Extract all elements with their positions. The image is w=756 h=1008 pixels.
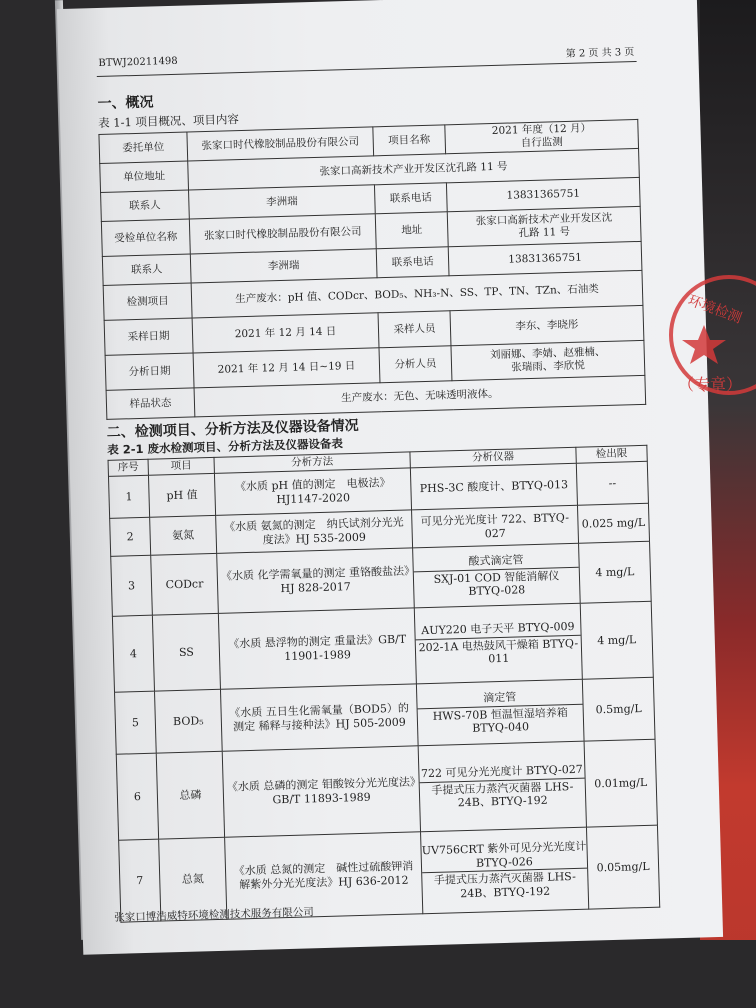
- table1-caption: 表 1-1 项目概况、项目内容: [97, 112, 240, 131]
- cell-label: 分析日期: [105, 353, 194, 390]
- row-method: 《水质 总磷的测定 钼酸铵分光光度法》GB/T 11893-1989: [222, 746, 420, 837]
- row-method: 《水质 化学需氧量的测定 重铬酸盐法》HJ 828-2017: [217, 548, 415, 613]
- analyst-line: 张瑞雨、李欣悦: [511, 359, 585, 374]
- cell-label: 采样日期: [104, 318, 193, 355]
- address-line: 孔路 11 号: [518, 226, 571, 240]
- cell-label: 联系电话: [376, 247, 449, 278]
- instrument-line: 722 可见分光光度计 BTYQ-027: [419, 761, 584, 782]
- cell-value: 李东、李晓彤: [450, 306, 644, 346]
- section1-title: 一、概况: [97, 94, 154, 113]
- document-page: [57, 0, 723, 955]
- cell-value: 张家口高新技术产业开发区沈孔路 11 号: [188, 149, 640, 191]
- overview-table: [98, 119, 646, 420]
- instrument-line: AUY220 电子天平 BTYQ-009: [415, 618, 580, 639]
- analyst-line: 刘丽娜、李婧、赵雅楠、: [489, 346, 606, 362]
- instrument-line: 滴定管: [417, 687, 582, 708]
- row-limit: 0.01mg/L: [584, 740, 657, 828]
- row-method: 《水质 pH 值的测定 电极法》HJ1147-2020: [214, 468, 411, 515]
- cell-value: 李洲瑞: [189, 185, 376, 219]
- table-row: [116, 740, 657, 841]
- cell-value: [451, 341, 645, 381]
- row-item: 总磷: [156, 752, 224, 840]
- cell-value: 13831365751: [448, 242, 642, 276]
- row-number: 6: [116, 754, 158, 841]
- stamp-text-bottom: （专章）: [678, 375, 743, 394]
- row-limit: 4 mg/L: [580, 602, 653, 680]
- header-cell: 项目: [148, 458, 214, 476]
- cell-label: 地址: [375, 212, 448, 249]
- page-header: [96, 43, 636, 77]
- table2-caption: 表 2-1 废水检测项目、分析方法及仪器设备表: [107, 436, 344, 458]
- instrument-line: 手提式压力蒸汽灭菌器 LHS-24B、BTYQ-192: [431, 779, 574, 810]
- cell-label: 联系电话: [374, 183, 447, 214]
- instrument-line: SXJ-01 COD 智能消解仪 BTYQ-028: [433, 568, 560, 599]
- cell-value: 2021 年 12 月 14 日: [192, 313, 379, 353]
- doc-number: BTWJ20211498: [98, 55, 178, 69]
- row-item: CODcr: [151, 554, 219, 616]
- row-limit: 0.5mg/L: [582, 678, 655, 742]
- instrument-line: PHS-3C 酸度计、BTYQ-013: [419, 478, 569, 496]
- project-line: 自行监测: [520, 136, 563, 150]
- row-method: 《水质 总氮的测定 碱性过硫酸钾消解紫外分光光度法》HJ 636-2012: [225, 832, 423, 919]
- header-cell: 分析仪器: [410, 448, 576, 469]
- address-line: 张家口高新技术产业开发区沈: [475, 211, 613, 228]
- row-method: 《水质 五日生化需氧量（BOD5）的测定 稀释与接种法》HJ 505-2009: [220, 684, 418, 751]
- row-limit: --: [576, 462, 648, 506]
- cell-label: 受检单位名称: [101, 219, 190, 256]
- row-item: BOD₅: [155, 690, 223, 754]
- cell-label: 样品状态: [106, 388, 195, 419]
- row-limit: 4 mg/L: [579, 542, 652, 604]
- row-method: 《水质 氨氮的测定 纳氏试剂分光光度法》HJ 535-2009: [216, 510, 413, 553]
- cell-value: 2021 年 12 月 14 日~19 日: [193, 348, 380, 388]
- row-instruments: [418, 742, 586, 833]
- cell-label: 委托单位: [99, 132, 188, 164]
- instrument-line: UV756CRT 紫外可见分光光度计 BTYQ-026: [421, 839, 587, 874]
- row-instruments: [414, 604, 582, 685]
- header-cell: 序号: [108, 460, 148, 477]
- row-number: 3: [111, 556, 153, 617]
- row-item: 总氮: [159, 838, 227, 922]
- cell-label: 单位地址: [100, 161, 189, 192]
- row-instruments: [421, 828, 589, 915]
- header-cell: 分析方法: [214, 452, 410, 474]
- row-number: 2: [110, 518, 151, 557]
- instrument-line: 手提式压力蒸汽灭菌器 LHS-24B、BTYQ-192: [433, 870, 577, 901]
- cell-label: 检测项目: [103, 283, 192, 320]
- red-seal-stamp: [664, 270, 756, 400]
- stamp-text-top: 环境检测: [685, 292, 744, 327]
- row-item: 氨氮: [150, 516, 217, 556]
- instrument-line: 可见分光光度计 722、BTYQ-027: [420, 511, 570, 541]
- row-number: 4: [112, 616, 154, 693]
- cell-label: 分析人员: [379, 346, 452, 383]
- cell-label: 项目名称: [373, 125, 446, 156]
- instrument-line: HWS-70B 恒温恒湿培养箱 BTYQ-040: [432, 705, 568, 736]
- cell-label: 采样人员: [378, 311, 451, 348]
- cell-value: 13831365751: [446, 178, 640, 212]
- row-instruments: [416, 680, 584, 747]
- row-instruments: [413, 544, 581, 609]
- section2-title: 二、检测项目、分析方法及仪器设备情况: [106, 418, 359, 442]
- row-instruments: [412, 506, 579, 549]
- row-item: pH 值: [148, 474, 215, 518]
- cell-value: 张家口时代橡胶制品股份有限公司: [187, 127, 374, 161]
- page-info: 第 2 页 共 3 页: [565, 47, 635, 60]
- row-limit: 0.025 mg/L: [577, 504, 649, 544]
- row-number: 7: [119, 839, 161, 922]
- cell-value: 生产废水：无色、无味透明液体。: [194, 376, 646, 418]
- row-number: 1: [108, 476, 149, 519]
- instrument-line: 酸式滴定管: [413, 551, 578, 572]
- header-cell: 检出限: [576, 446, 647, 464]
- row-item: SS: [152, 614, 220, 692]
- cell-value: 张家口时代橡胶制品股份有限公司: [189, 214, 376, 254]
- methods-table: [108, 445, 661, 923]
- row-limit: 0.05mg/L: [586, 826, 659, 910]
- cell-label: 联系人: [101, 190, 190, 221]
- cell-value: [447, 207, 641, 247]
- instrument-line: 202-1A 电热鼓风干燥箱 BTYQ-011: [418, 636, 579, 666]
- cell-value: 生产废水：pH 值、CODcr、BOD₅、NH₃-N、SS、TP、TN、TZn、石油类: [191, 271, 643, 319]
- row-number: 5: [115, 692, 157, 755]
- project-line: 2021 年度（12 月）: [491, 122, 592, 138]
- cell-value: 李洲瑞: [190, 249, 377, 283]
- row-instruments: [410, 464, 577, 511]
- cell-label: 联系人: [102, 254, 191, 285]
- footer-company: 张家口博浩威特环境检测技术服务有限公司: [114, 906, 314, 924]
- row-method: 《水质 悬浮物的测定 重量法》GB/T 11901-1989: [218, 608, 416, 689]
